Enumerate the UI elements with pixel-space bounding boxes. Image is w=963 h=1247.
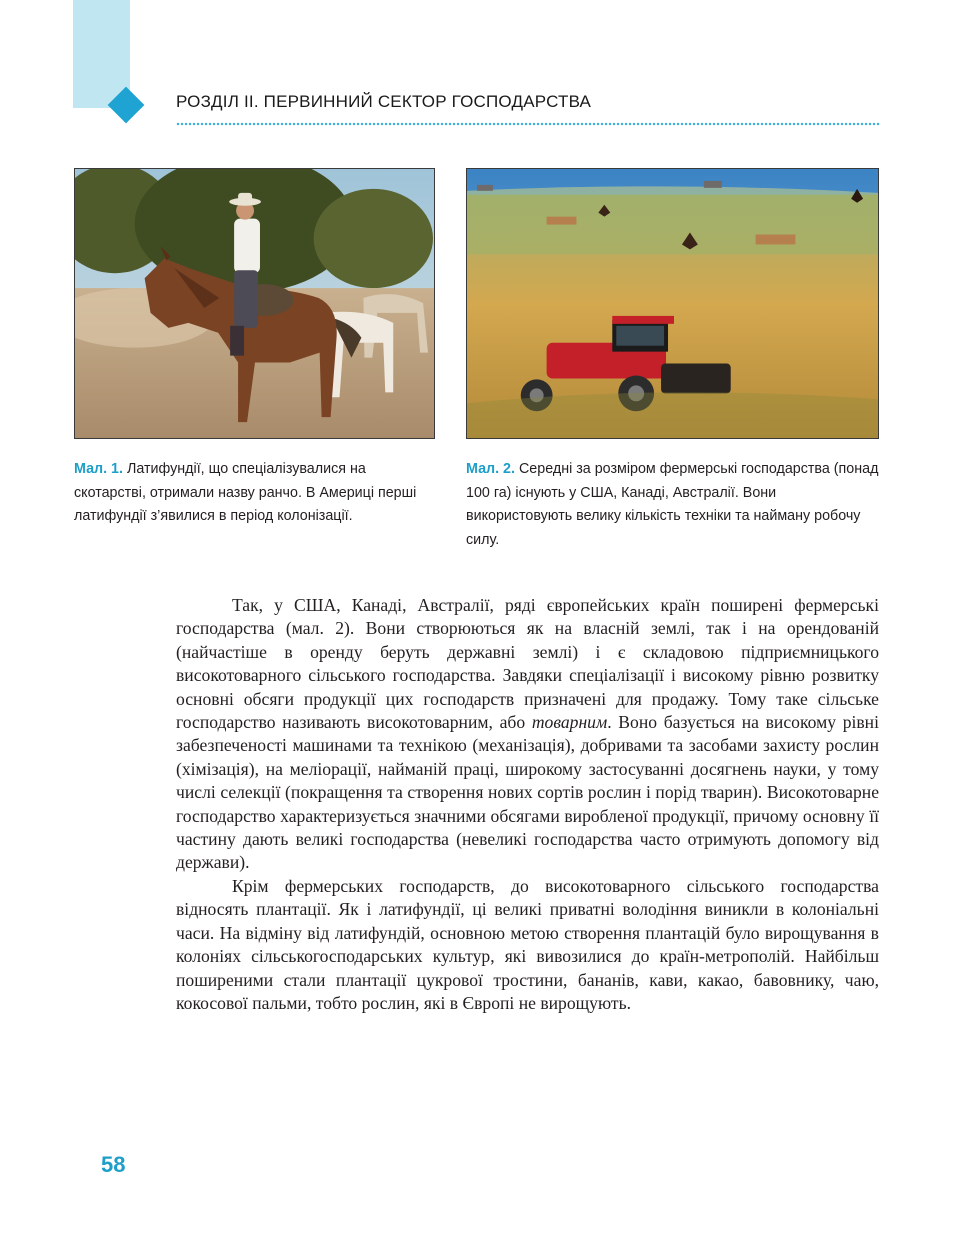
figure-1-label: Мал. 1. [74,461,123,477]
figure-2-label: Мал. 2. [466,461,515,477]
paragraph-1-part-b: . Воно базується на високому рівні забезпеченості машинами та технікою (механізація), добривами та засобами захисту рослин (хімізація), на меліорації, найманій праці, широкому застосуванні досягнень науки, у тому числі селекції (покращення та створення нових сортів рослин і порід тварин). Високотоварне господарство характеризується значними обсягами виробленої продукції, причому основну її частину дають великі господарства (невеликі господарства часто отримують допомогу від держави). [176,712,879,873]
figure-2-photo [466,168,879,439]
page-number: 58 [101,1152,126,1177]
figure-2-caption [466,458,880,552]
field-harvester-illustration [467,169,878,438]
paragraph-1 [176,594,879,875]
ranch-horses-illustration [75,169,434,438]
term-tovarnym: товарним [531,712,608,733]
figure-1-caption-text: Латифундії, що спеціалізувалися на скотарстві, отримали назву ранчо. В Америці перші латифундії з’явилися в період колонізації. [74,461,417,524]
figure-1-caption [74,458,434,529]
section-title: РОЗДІЛ ІІ. ПЕРВИННИЙ СЕКТОР ГОСПОДАРСТВА [176,92,592,111]
body-text [176,594,879,1015]
header-dotted-rule [176,122,880,126]
paragraph-2: Крім фермерських господарств, до високотоварного сільського господарства відносять плантації. Як і латифундії, ці великі приватні володіння виникли в колоніальні часи. На відміну від латифундій, основною метою створення плантацій було вирощування в колоніях сільськогосподарських культур, які вивозилися до країн-метрополій. Найбільш поширеними стали плантації цукрової тростини, бананів, кави, какао, бавовнику, чаю, кокосової пальми, тобто рослин, які в Європі не вирощують. [176,875,879,1013]
figure-1-photo [74,168,435,439]
figure-2-caption-text: Середні за розміром фермерські господарства (понад 100 га) існують у США, Канаді, Австралії. Вони використовують велику кількість техніки та найману робочу силу. [466,461,879,548]
paragraph-1-part-a: Так, у США, Канаді, Австралії, ряді європейських країн поширені фермерські господарства (мал. 2). Вони створюються як на власній землі, так і на орендованій (найчастіше в оренду беруть державні землі) і є складовою підприємницького високотоварного сільського господарства. Завдяки спеціалізації і високому рівню розвитку основні обсяги продукції цих господарств призначені для продажу. Тому таке сільське господарство називають високотоварним, або [176,595,879,733]
